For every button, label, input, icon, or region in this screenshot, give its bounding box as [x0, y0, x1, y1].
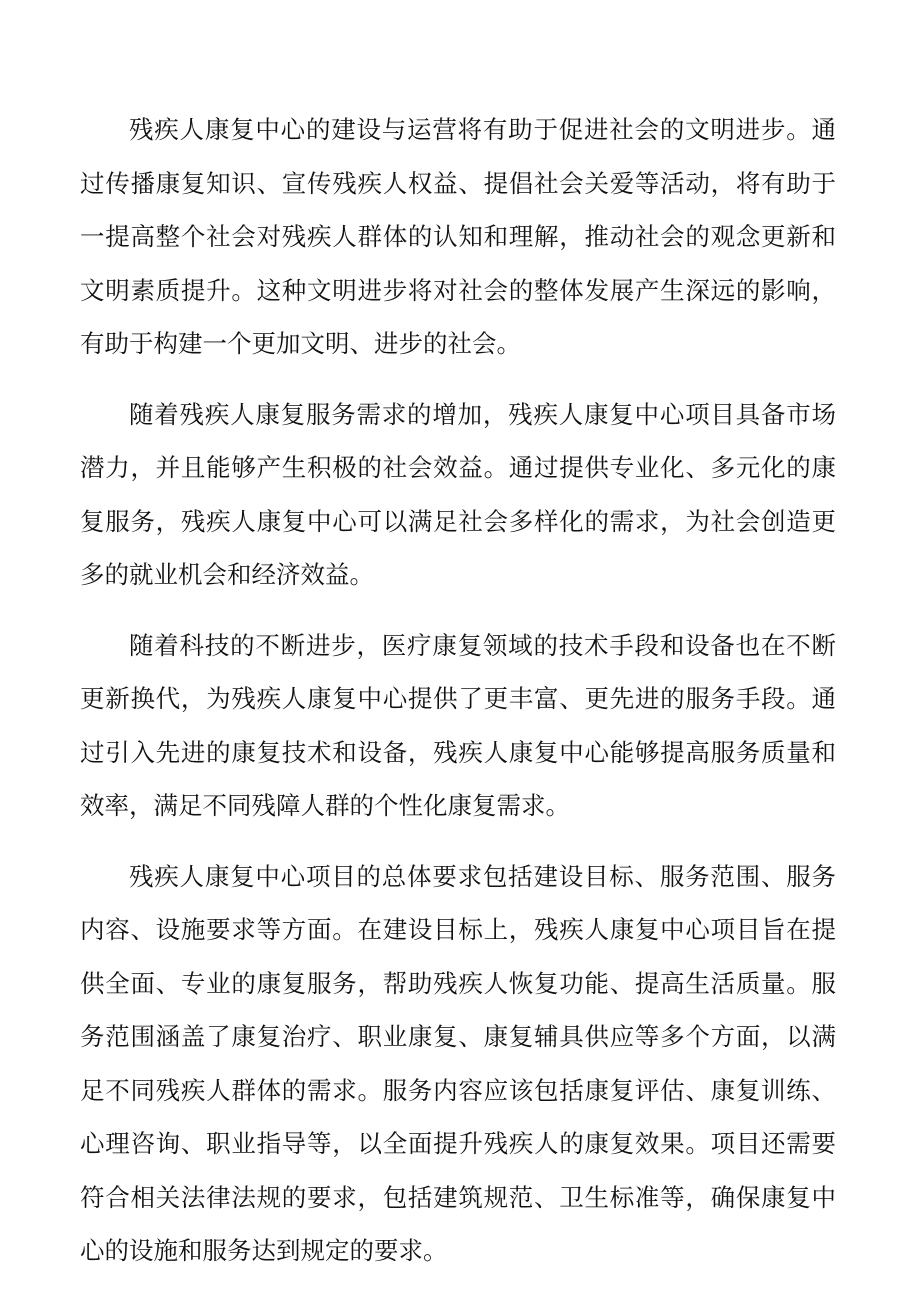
paragraph-technology-progress: 随着科技的不断进步，医疗康复领域的技术手段和设备也在不断更新换代，为残疾人康复中心提供了更丰富、更先进的服务手段。通过引入先进的康复技术和设备，残疾人康复中心能够提高服务质量和效率，满足不同残障人群的个性化康复需求。 — [80, 630, 836, 820]
document-body — [80, 103, 836, 1295]
paragraph-market-potential: 随着残疾人康复服务需求的增加，残疾人康复中心项目具备市场潜力，并且能够产生积极的社会效益。通过提供专业化、多元化的康复服务，残疾人康复中心可以满足社会多样化的需求，为社会创造更多的就业机会和经济效益。 — [80, 399, 836, 589]
paragraph-overall-requirements: 残疾人康复中心项目的总体要求包括建设目标、服务范围、服务内容、设施要求等方面。在建设目标上，残疾人康复中心项目旨在提供全面、专业的康复服务，帮助残疾人恢复功能、提高生活质量。服务范围涵盖了康复治疗、职业康复、康复辅具供应等多个方面，以满足不同残疾人群体的需求。服务内容应该包括康复评估、康复训练、心理咨询、职业指导等，以全面提升残疾人的康复效果。项目还需要符合相关法律法规的要求，包括建筑规范、卫生标准等，确保康复中心的设施和服务达到规定的要求。 — [80, 861, 836, 1265]
paragraph-civilization-progress: 残疾人康复中心的建设与运营将有助于促进社会的文明进步。通过传播康复知识、宣传残疾人权益、提倡社会关爱等活动，将有助于一提高整个社会对残疾人群体的认知和理解，推动社会的观念更新和文明素质提升。这种文明进步将对社会的整体发展产生深远的影响，有助于构建一个更加文明、进步的社会。 — [80, 115, 836, 358]
